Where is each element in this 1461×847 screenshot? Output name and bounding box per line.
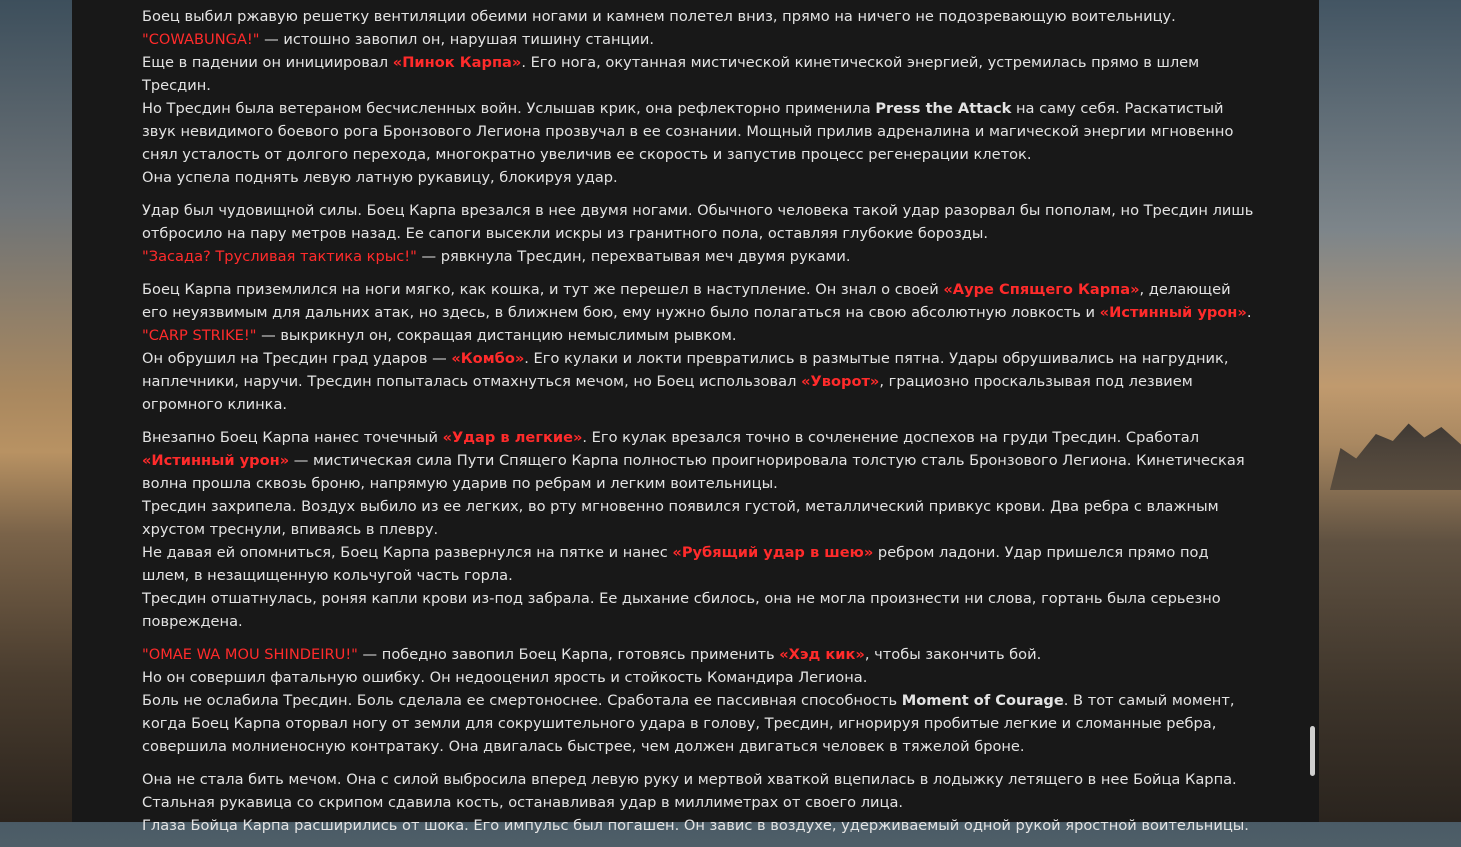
story-line [142, 245, 1254, 268]
narration-text: Внезапно Боец Карпа нанес точечный [142, 429, 443, 446]
story-line: Но он совершил фатальную ошибку. Он недооценил ярость и стойкость Командира Легиона. [142, 669, 868, 686]
paragraph-1 [142, 5, 1254, 189]
narration-text: . [1246, 304, 1252, 321]
paragraph-5 [142, 643, 1254, 758]
skill-name: «Удар в легкие» [442, 429, 583, 446]
narration-text: Не давая ей опомниться, Боец Карпа развернулся на пятке и нанес [142, 544, 673, 561]
skill-name: «Истинный урон» [142, 452, 290, 469]
narration-text: . Его кулак врезался точно в сочленение доспехов на груди Тресдин. Сработал [582, 429, 1200, 446]
skill-name: «Комбо» [451, 350, 525, 367]
paragraph-4 [142, 426, 1254, 633]
narration-text: Боец Карпа приземлился на ноги мягко, как кошка, и тут же перешел в наступление. Он знал о своей [142, 281, 944, 298]
story-line [142, 324, 1254, 347]
narration-text: , грациозно проскальзывая под лезвием огромного клинка. [142, 373, 1193, 413]
shout-text: "Засада? Трусливая тактика крыс!" [142, 248, 417, 265]
story-line: Тресдин отшатнулась, роняя капли крови из-под забрала. Ее дыхание сбилось, она не могла произнести ни слова, гортань была серьезно повреждена. [142, 590, 1221, 630]
shout-text: "OMAE WA MOU SHINDEIRU!" [142, 646, 358, 663]
story-line [142, 643, 1254, 666]
scrollbar-thumb[interactable] [1310, 726, 1315, 776]
paragraph-3 [142, 278, 1254, 416]
skill-name: «Уворот» [801, 373, 880, 390]
story-line [142, 541, 1254, 587]
narration-text: . В тот самый момент, когда Боец Карпа оторвал ногу от земли для сокрушительного удара в голову, Тресдин, игнорируя пробитые легкие и сломанные ребра, совершила молниеносную контратаку. Она двигалась быстрее, чем должен двигаться человек в тяжелой броне. [142, 692, 1235, 755]
narration-text: ребром ладони. Удар пришелся прямо под шлем, в незащищенную кольчугой часть горла. [142, 544, 1209, 584]
story-line: Удар был чудовищной силы. Боец Карпа врезался в нее двумя ногами. Обычного человека такой удар разорвал бы пополам, но Тресдин лишь отбросило на пару метров назад. Ее сапоги высекли искры из гранитного пола, оставляя глубокие борозды. [142, 202, 1254, 242]
story-line: Она не стала бить мечом. Она с силой выбросила вперед левую руку и мертвой хваткой вцепилась в лодыжку летящего в нее Бойца Карпа. [142, 771, 1237, 788]
paragraph-6 [142, 768, 1254, 837]
paragraph-2 [142, 199, 1254, 268]
skill-name: «Хэд кик» [779, 646, 865, 663]
story-line [142, 426, 1254, 495]
narration-text: . Его нога, окутанная мистической кинетической энергией, устремилась прямо в шлем Тресдин. [142, 54, 1200, 94]
narration-text: Боль не ослабила Тресдин. Боль сделала ее смертоноснее. Сработала ее пассивная способность [142, 692, 902, 709]
story-line: Боец выбил ржавую решетку вентиляции обеими ногами и камнем полетел вниз, прямо на ничего не подозревающую воительницу. [142, 8, 1176, 25]
narration-text: — истошно завопил он, нарушая тишину станции. [259, 31, 655, 48]
story-line: Тресдин захрипела. Воздух выбило из ее легких, во рту мгновенно появился густой, металлический привкус крови. Два ребра с влажным хрустом треснули, впиваясь в плевру. [142, 498, 1219, 538]
narration-text: Но Тресдин была ветераном бесчисленных войн. Услышав крик, она рефлекторно применила [142, 100, 876, 117]
story-line: Стальная рукавица со скрипом сдавила кость, останавливая удар в миллиметрах от своего лица. [142, 794, 904, 811]
vertical-scrollbar[interactable] [1308, 0, 1316, 822]
ability-name: Moment of Courage [901, 692, 1064, 709]
story-line [142, 278, 1254, 324]
narration-text: , делающей его неуязвимым для дальних атак, но здесь, в ближнем бою, ему нужно было полагаться на свою абсолютную ловкость и [142, 281, 1231, 321]
skill-name: «Ауре Спящего Карпа» [943, 281, 1140, 298]
narration-text: — победно завопил Боец Карпа, готовясь применить [357, 646, 780, 663]
narration-text: — выкрикнул он, сокращая дистанцию немыслимым рывком. [256, 327, 737, 344]
background-landscape-right [1319, 0, 1461, 822]
story-line [142, 689, 1254, 758]
shout-text: "CARP STRIKE!" [142, 327, 257, 344]
narration-text: Еще в падении он инициировал [142, 54, 393, 71]
story-line [142, 347, 1254, 416]
story-panel [72, 0, 1319, 834]
story-line: Глаза Бойца Карпа расширились от шока. Его импульс был погашен. Он завис в воздухе, удерживаемый одной рукой яростной воительницы. [142, 817, 1249, 834]
background-landscape-left [0, 0, 72, 822]
narration-text: , чтобы закончить бой. [864, 646, 1042, 663]
story-line [142, 51, 1254, 97]
narration-text: Он обрушил на Тресдин град ударов — [142, 350, 452, 367]
ability-name: Press the Attack [875, 100, 1012, 117]
skill-name: «Истинный урон» [1099, 304, 1247, 321]
story-line: Она успела поднять левую латную рукавицу, блокируя удар. [142, 169, 618, 186]
skill-name: «Рубящий удар в шею» [672, 544, 874, 561]
story-text [142, 5, 1254, 847]
narration-text: — мистическая сила Пути Спящего Карпа полностью проигнорировала толстую сталь Бронзового Легиона. Кинетическая волна прошла сквозь броню, напрямую ударив по ребрам и легким воительницы. [142, 452, 1245, 492]
story-line [142, 28, 1254, 51]
narration-text: на саму себя. Раскатистый звук невидимого боевого рога Бронзового Легиона прозвучал в ее сознании. Мощный прилив адреналина и магической энергии мгновенно снял усталость от долгого перехода, многократно увеличив ее скорость и запустив процесс регенерации клеток. [142, 100, 1234, 163]
narration-text: — рявкнула Тресдин, перехватывая меч двумя руками. [416, 248, 851, 265]
narration-text: . Его кулаки и локти превратились в размытые пятна. Удары обрушивались на нагрудник, наплечники, наручи. Тресдин попыталась отмахнуться мечом, но Боец использовал [142, 350, 1229, 390]
story-line [142, 97, 1254, 166]
skill-name: «Пинок Карпа» [392, 54, 522, 71]
shout-text: "COWABUNGA!" [142, 31, 260, 48]
